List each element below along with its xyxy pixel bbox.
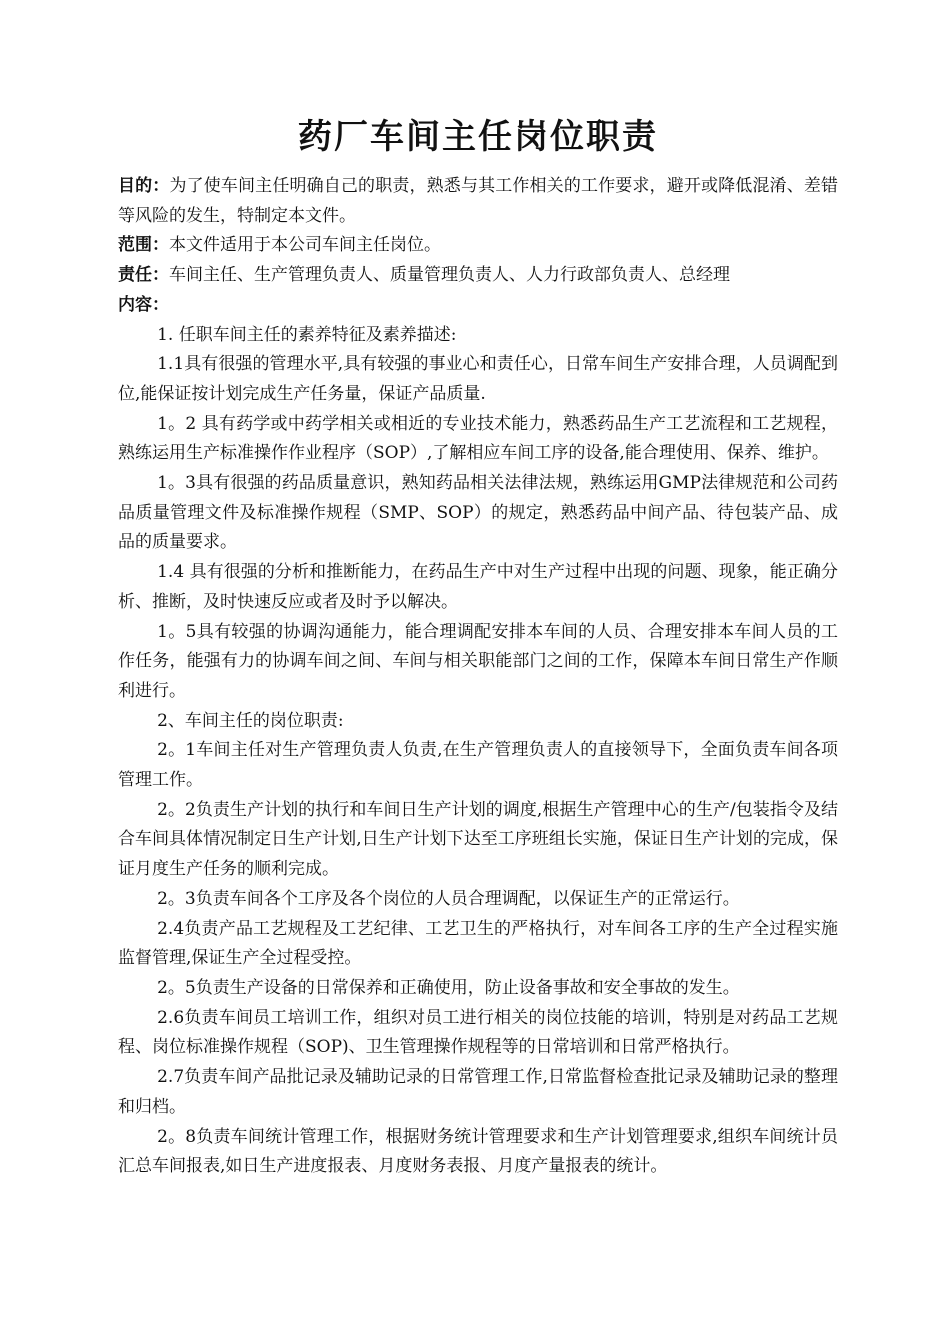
document-page bbox=[118, 112, 838, 1182]
responsibility-label: 责任： bbox=[118, 265, 169, 286]
document-title: 药厂车间主任岗位职责 bbox=[298, 117, 658, 157]
paragraph-2: 2、车间主任的岗位职责: bbox=[157, 710, 344, 731]
paragraph-1: 1. 任职车间主任的素养特征及素养描述: bbox=[157, 324, 457, 345]
purpose-label: 目的： bbox=[118, 176, 170, 196]
paragraph-1-4: 1.4 具有很强的分析和推断能力，在药品生产中对生产过程中出现的问题、现象，能正确分析、推断，及时快速反应或者及时予以解决。 bbox=[118, 562, 838, 612]
paragraph-1-5: 1。5具有较强的协调沟通能力，能合理调配安排本车间的人员、合理安排本车间人员的工作任务，能强有力的协调车间之间、车间与相关职能部门之间的工作，保障本车间日常生产作顺利进行。 bbox=[118, 621, 838, 701]
paragraph-2-1: 2。1车间主任对生产管理负责人负责,在生产管理负责人的直接领导下，全面负责车间各项管理工作。 bbox=[118, 740, 838, 791]
paragraph-2-2: 2。2负责生产计划的执行和车间日生产计划的调度,根据生产管理中心的生产/包装指令及结合车间具体情况制定日生产计划,日生产计划下达至工序班组长实施，保证日生产计划的完成，保证月度生产任务的顺利完成。 bbox=[118, 799, 838, 880]
paragraph-2-8: 2。8负责车间统计管理工作，根据财务统计管理要求和生产计划管理要求,组织车间统计员汇总车间报表,如日生产进度报表、月度财务表报、月度产量报表的统计。 bbox=[118, 1126, 838, 1177]
paragraph-1-3: 1。3具有很强的药品质量意识，熟知药品相关法律法规，熟练运用GMP法律规范和公司药品质量管理文件及标准操作规程（SMP、SOP）的规定，熟悉药品中间产品、待包装产品、成品的质量要求。 bbox=[118, 473, 838, 553]
purpose-section bbox=[118, 172, 838, 231]
paragraph-2-4: 2.4负责产品工艺规程及工艺纪律、工艺卫生的严格执行，对车间各工序的生产全过程实施监督管理,保证生产全过程受控。 bbox=[118, 918, 838, 969]
scope-text: 本文件适用于本公司车间主任岗位。 bbox=[169, 235, 441, 256]
responsibility-text: 车间主任、生产管理负责人、质量管理负责人、人力行政部负责人、总经理 bbox=[169, 265, 730, 286]
scope-label: 范围： bbox=[118, 235, 169, 256]
purpose-text: 为了使车间主任明确自己的职责，熟悉与其工作相关的工作要求，避开或降低混淆、差错等风险的发生，特制定本文件。 bbox=[118, 176, 839, 226]
responsibility-section bbox=[118, 261, 838, 291]
paragraph-1-1: 1.1具有很强的管理水平,具有较强的事业心和责任心，日常车间生产安排合理，人员调配到位,能保证按计划完成生产任务量，保证产品质量. bbox=[118, 354, 838, 404]
content-section bbox=[118, 291, 838, 321]
paragraph-2-5: 2。5负责生产设备的日常保养和正确使用，防止设备事故和安全事故的发生。 bbox=[157, 977, 740, 998]
paragraph-2-3: 2。3负责车间各个工序及各个岗位的人员合理调配，以保证生产的正常运行。 bbox=[157, 888, 740, 909]
paragraph-2-7: 2.7负责车间产品批记录及辅助记录的日常管理工作,日常监督检查批记录及辅助记录的整理和归档。 bbox=[118, 1067, 838, 1117]
paragraph-1-2: 1。2 具有药学或中药学相关或相近的专业技术能力，熟悉药品生产工艺流程和工艺规程，熟练运用生产标准操作作业程序（SOP）,了解相应车间工序的设备,能合理使用、保养、维护。 bbox=[118, 413, 838, 464]
paragraph-2-6: 2.6负责车间员工培训工作，组织对员工进行相关的岗位技能的培训，特别是对药品工艺规程、岗位标准操作规程（SOP)、卫生管理操作规程等的日常培训和日常严格执行。 bbox=[118, 1007, 838, 1058]
scope-section bbox=[118, 231, 838, 261]
content-label: 内容： bbox=[118, 294, 169, 315]
